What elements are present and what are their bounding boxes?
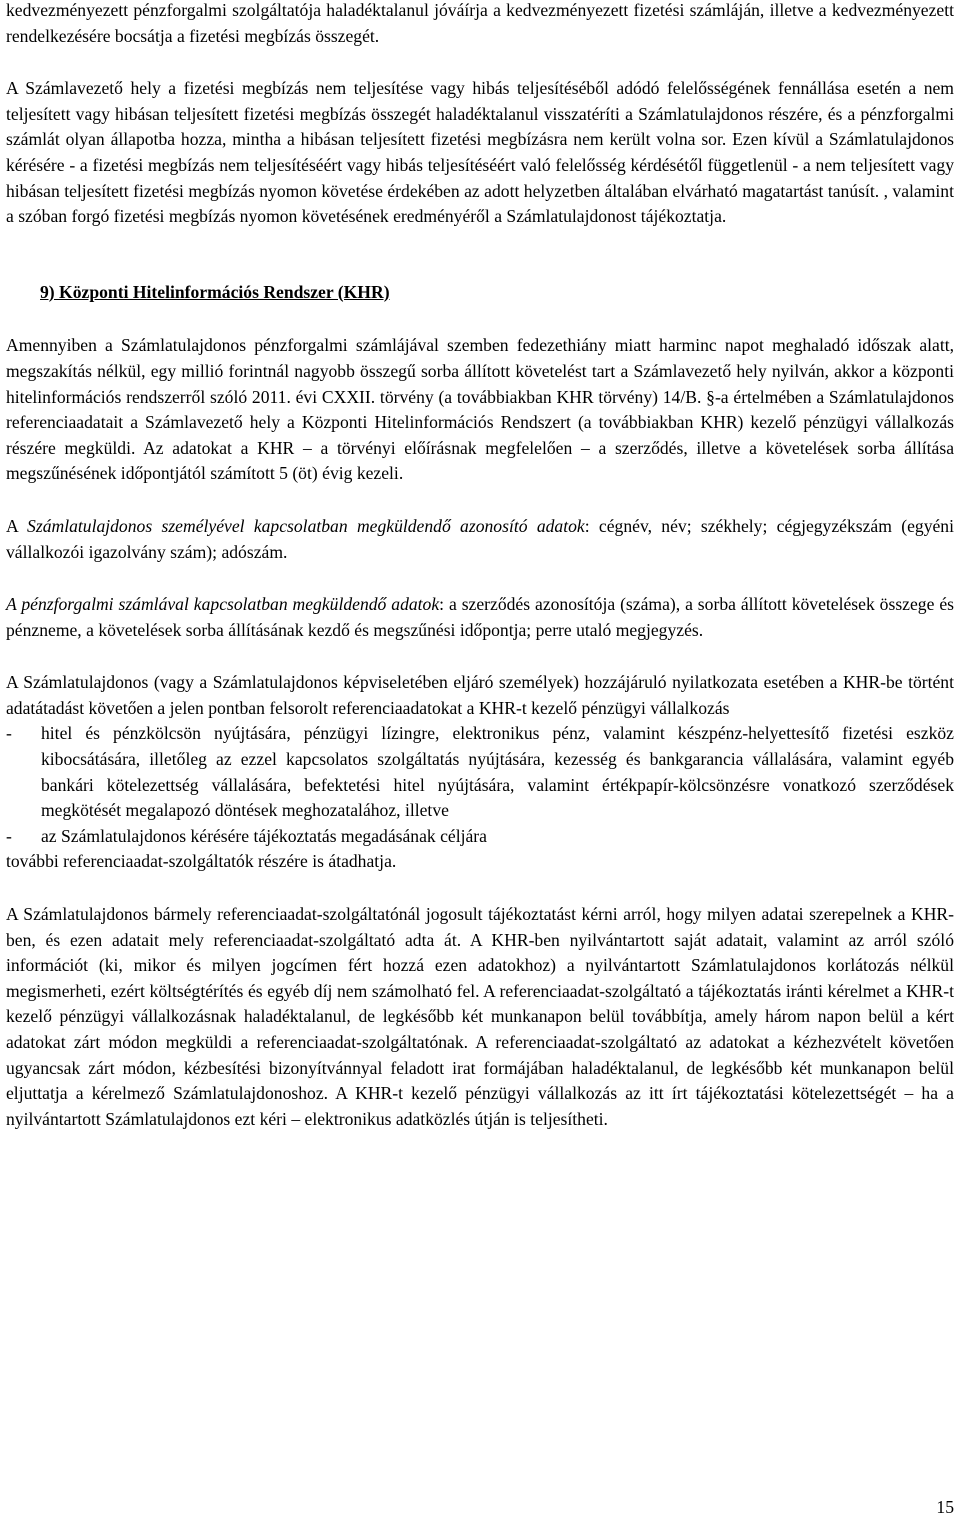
list-item: [6, 824, 954, 850]
paragraph-transfer: további referenciaadat-szolgáltatók részére is átadhatja.: [6, 851, 397, 872]
identification-lead: A: [6, 515, 28, 536]
paragraph-information-rights: A Számlatulajdonos bármely referenciaadat-szolgáltatónál jogosult tájékoztatást kérni arról, hogy milyen adatai szerepelnek a KHR-ben, és ezen adatait mely referenciaadat-szolgáltató adta át. A KHR-ben nyilvántartott saját adatait, valamint az arról szóló információt (ki, mikor és milyen jogcímen fért hozzá ezen adatokhoz) a nyilvántartott Számlatulajdonos korlátozás nélkül megismerheti, ezért költségtérítés és egyéb díj nem számolható fel. A referenciaadat-szolgáltató a tájékoztatás iránti kérelmet a KHR-t kezelő pénzügyi vállalkozásnak haladéktalanul, de legkésőbb két munkanapon belül továbbítja, amely három napon belül a kért adatokat zárt módon megküldi a referenciaadat-szolgáltatónak. A referenciaadat-szolgáltató az adatokat a kézhezvételt követően ugyancsak zárt módon, kézbesítési bizonyítvánnyal feladott irat formájában haladéktalanul, de legkésőbb két munkanapon belül eljuttatja a kérelmező Számlatulajdonoshoz. A KHR-t kezelő pénzügyi vállalkozás az itt írt tájékoztatási kötelezettségét – ha a nyilvántartott Számlatulajdonos ezt kéri – elektronikus adatközlés útján is teljesítheti.: [6, 904, 954, 1129]
paragraph-identification-data: [6, 514, 954, 565]
paragraph-account-data: [6, 592, 954, 643]
list-dash: -: [6, 723, 12, 744]
list-item-text: hitel és pénzkölcsön nyújtására, pénzügyi lízingre, elektronikus pénz, valamint készpénz-helyettesítő fizetési eszköz kibocsátására, illetőleg az ezzel kapcsolatos szolgáltatás nyújtására, kezesség és bankgarancia vállalására, valamint egyéb bankári kötelezettség vállalására, befektetési hitel nyújtására, valamint értékpapír-kölcsönzésre vonatkozó szerződések megkötését megalapozó döntések meghozatalához, illetve: [41, 723, 954, 821]
account-data-rest: : a szerződés azonosítója (száma), a sorba állított követelések összege és pénzneme, a követelések sorba állításának kezdő és megszűnési időpontja; perre utaló megjegyzés.: [6, 594, 954, 640]
page-number: 15: [936, 1497, 954, 1517]
identification-italic: Számlatulajdonos személyével kapcsolatban megküldendő azonosító adatok: [27, 515, 585, 536]
paragraph-continuation: kedvezményezett pénzforgalmi szolgáltatója haladéktalanul jóváírja a kedvezményezett fizetési számláján, illetve a kedvezményezett rendelkezésére bocsátja a fizetési megbízás összegét.: [6, 0, 954, 46]
list-dash: -: [6, 825, 12, 846]
purpose-list: [6, 721, 954, 849]
list-item-text: az Számlatulajdonos kérésére tájékoztatás megadásának céljára: [41, 825, 487, 846]
paragraph-liability: A Számlavezető hely a fizetési megbízás nem teljesítése vagy hibás teljesítéséből adódó felelősségének fennállása esetén a nem teljesített vagy hibásan teljesített fizetési megbízás összegét haladéktalanul visszatéríti a Számlatulajdonos részére, és a pénzforgalmi számlát olyan állapotba hozza, mintha a hibásan teljesített fizetési megbízásra nem került volna sor. Ezen kívül a Számlatulajdonos kérésére - a fizetési megbízás nem teljesítéséért vagy hibás teljesítéséért való felelősség kérdésétől függetlenül - a nem teljesített vagy hibásan teljesített fizetési megbízás nyomon követése érdekében az adott helyzetben általában elvárható magatartást tanúsít. , valamint a szóban forgó fizetési megbízás nyomon követésének eredményéről a Számlatulajdonost tájékoztatja.: [6, 78, 954, 227]
account-data-italic: A pénzforgalmi számlával kapcsolatban megküldendő adatok: [6, 594, 440, 615]
identification-rest: : cégnév, név; székhely; cégjegyzékszám (egyéni vállalkozói igazolvány szám); adószám.: [6, 515, 954, 562]
document-page: [6, 0, 954, 1132]
list-item: [6, 721, 954, 823]
section-heading: 9) Központi Hitelinformációs Rendszer (KHR): [40, 281, 390, 302]
paragraph-consent: A Számlatulajdonos (vagy a Számlatulajdonos képviseletében eljáró személyek) hozzájáruló nyilatkozata esetében a KHR-be történt adatátadást követően a jelen pontban felsorolt referenciaadatokat a KHR-t kezelő pénzügyi vállalkozás: [6, 672, 954, 718]
paragraph-khr-intro: Amennyiben a Számlatulajdonos pénzforgalmi számlájával szemben fedezethiány miatt harminc napot meghaladó időszak alatt, megszakítás nélkül, egy millió forintnál nagyobb összegű sorba állított követelést tart a Számlavezető hely nyilván, akkor a központi hitelinformációs rendszerről szóló 2011. évi CXXII. törvény (a továbbiakban KHR törvény) 14/B. §-a értelmében a Számlatulajdonos referenciaadatait a Számlavezető hely a Központi Hitelinformációs Rendszert (a továbbiakban KHR) kezelő pénzügyi vállalkozás részére megküldi. Az adatokat a KHR – a törvényi előírásnak megfelelően – a szerződés, illetve a követelések sorba állítása megszűnésének időpontjától számított 5 (öt) évig kezeli.: [6, 335, 954, 484]
